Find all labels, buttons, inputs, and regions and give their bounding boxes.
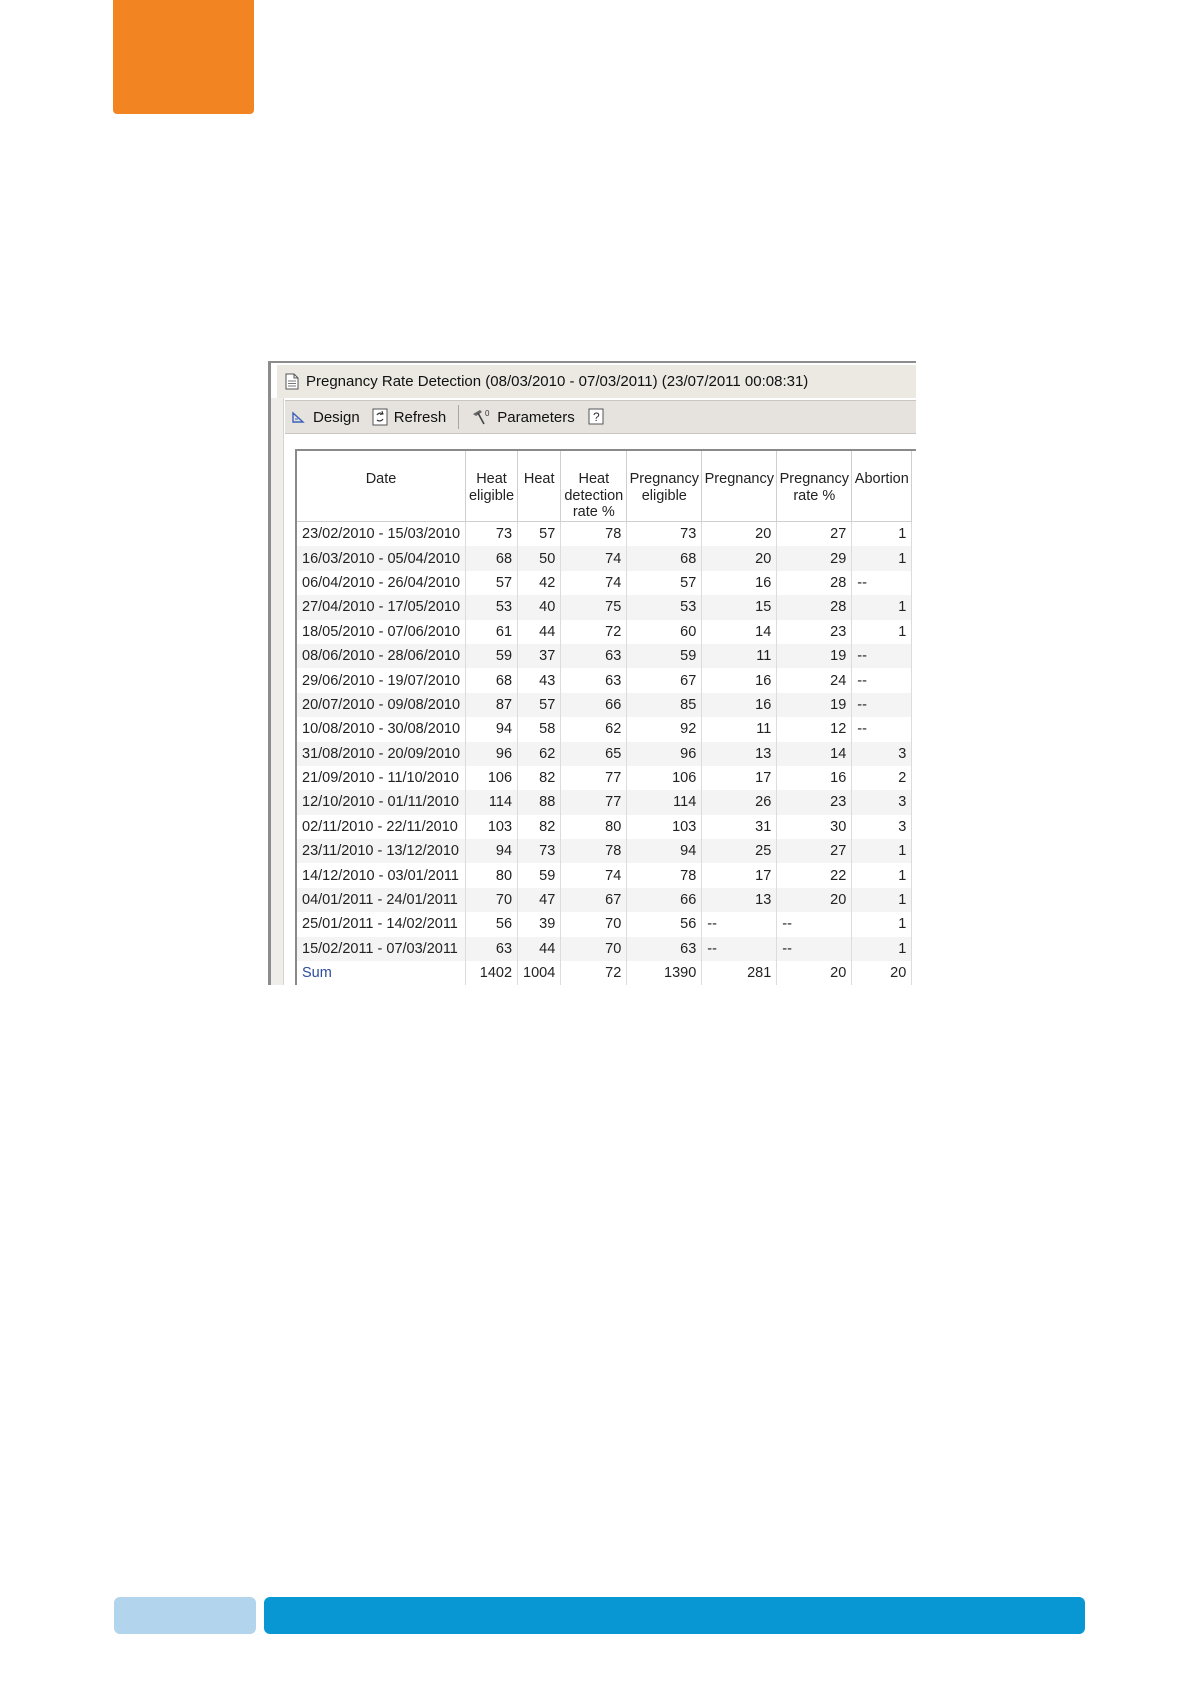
cell-date: 02/11/2010 - 22/11/2010 [297,815,466,839]
cell-heat: 44 [518,937,561,961]
column-header-heat[interactable]: Heat [518,451,561,522]
cell-heat-detection-rate: 77 [561,766,627,790]
cell-date: 21/09/2010 - 11/10/2010 [297,766,466,790]
cell-heat-detection-rate: 75 [561,595,627,619]
table-row[interactable] [297,546,912,570]
cell-date: 25/01/2011 - 14/02/2011 [297,912,466,936]
cell-heat-eligible: 63 [466,937,518,961]
table-row[interactable] [297,693,912,717]
cell-abortion: 3 [852,815,912,839]
cell-date: 16/03/2010 - 05/04/2010 [297,546,466,570]
table-row[interactable] [297,937,912,961]
cell-heat-detection-rate: 80 [561,815,627,839]
cell-date: 29/06/2010 - 19/07/2010 [297,668,466,692]
cell-pregnancy: 25 [702,839,777,863]
cell-heat-eligible: 94 [466,717,518,741]
cell-abortion: 20 [852,961,912,985]
cell-pregnancy-rate: -- [777,937,852,961]
cell-heat: 50 [518,546,561,570]
cell-date: 10/08/2010 - 30/08/2010 [297,717,466,741]
cell-heat: 73 [518,839,561,863]
cell-heat-eligible: 61 [466,620,518,644]
cell-pregnancy: -- [702,912,777,936]
cell-abortion: 1 [852,912,912,936]
table-row[interactable] [297,766,912,790]
window-side-strip [271,398,284,985]
cell-heat-eligible: 68 [466,546,518,570]
cell-heat-eligible: 80 [466,863,518,887]
cell-heat-eligible: 96 [466,742,518,766]
cell-heat-detection-rate: 74 [561,863,627,887]
cell-date: 18/05/2010 - 07/06/2010 [297,620,466,644]
cell-pregnancy-eligible: 66 [627,888,702,912]
toolbar-separator [458,405,459,429]
help-icon [587,408,605,426]
cell-heat-eligible: 73 [466,522,518,547]
cell-pregnancy: 16 [702,571,777,595]
cell-heat: 57 [518,693,561,717]
cell-pregnancy: 11 [702,644,777,668]
cell-heat-eligible: 53 [466,595,518,619]
cell-abortion: 1 [852,839,912,863]
svg-text:?: ? [592,410,600,424]
cell-pregnancy: 14 [702,620,777,644]
cell-pregnancy-eligible: 114 [627,790,702,814]
cell-pregnancy-rate: 27 [777,839,852,863]
help-button[interactable] [581,404,617,430]
cell-pregnancy-rate: 20 [777,888,852,912]
refresh-icon [372,408,388,426]
cell-heat-detection-rate: 78 [561,839,627,863]
cell-pregnancy-rate: 28 [777,571,852,595]
cell-date: 31/08/2010 - 20/09/2010 [297,742,466,766]
cell-pregnancy-rate: 30 [777,815,852,839]
design-button[interactable] [285,404,366,430]
cell-abortion: 1 [852,888,912,912]
cell-date: 23/02/2010 - 15/03/2010 [297,522,466,547]
cell-date: 06/04/2010 - 26/04/2010 [297,571,466,595]
refresh-label: Refresh [393,408,447,426]
cell-pregnancy: 16 [702,668,777,692]
cell-pregnancy-eligible: 78 [627,863,702,887]
table-body [297,522,912,986]
cell-pregnancy-rate: 28 [777,595,852,619]
table-row[interactable] [297,742,912,766]
cell-pregnancy: 11 [702,717,777,741]
cell-pregnancy: 13 [702,742,777,766]
cell-heat-detection-rate: 77 [561,790,627,814]
table-row[interactable] [297,790,912,814]
cell-abortion: 1 [852,620,912,644]
cell-heat: 62 [518,742,561,766]
table-row[interactable] [297,863,912,887]
cell-abortion: -- [852,717,912,741]
table-row[interactable] [297,839,912,863]
cell-heat-eligible: 87 [466,693,518,717]
table-sum-row[interactable] [297,961,912,985]
cell-date: 04/01/2011 - 24/01/2011 [297,888,466,912]
report-window [268,361,916,985]
table-row[interactable] [297,912,912,936]
design-label: Design [313,408,360,426]
cell-abortion: -- [852,668,912,692]
cell-heat: 47 [518,888,561,912]
parameters-label: Parameters [497,408,575,426]
cell-date: 12/10/2010 - 01/11/2010 [297,790,466,814]
table-row[interactable] [297,815,912,839]
cell-heat-eligible: 106 [466,766,518,790]
cell-heat-eligible: 68 [466,668,518,692]
cell-heat-detection-rate: 72 [561,620,627,644]
table-row[interactable] [297,522,912,547]
cell-pregnancy-eligible: 92 [627,717,702,741]
refresh-button[interactable] [366,404,453,430]
cell-abortion: 2 [852,766,912,790]
table-header-row [297,451,912,522]
cell-heat-detection-rate: 74 [561,546,627,570]
header-orange-tab [113,0,254,114]
cell-pregnancy: 281 [702,961,777,985]
cell-heat: 42 [518,571,561,595]
cell-pregnancy-rate: 14 [777,742,852,766]
cell-pregnancy: 20 [702,546,777,570]
cell-pregnancy-rate: 19 [777,693,852,717]
cell-pregnancy-rate: 27 [777,522,852,547]
cell-heat: 44 [518,620,561,644]
cell-heat-detection-rate: 70 [561,937,627,961]
cell-pregnancy-eligible: 53 [627,595,702,619]
cell-pregnancy-eligible: 1390 [627,961,702,985]
cell-pregnancy-rate: 19 [777,644,852,668]
cell-pregnancy-rate: 12 [777,717,852,741]
table-row[interactable] [297,595,912,619]
footer-bar-left [114,1597,256,1634]
column-header-heat-detection-rate[interactable]: Heat detection rate % [561,451,627,522]
cell-pregnancy-rate: -- [777,912,852,936]
cell-heat: 59 [518,863,561,887]
cell-abortion: 1 [852,595,912,619]
cell-heat-detection-rate: 63 [561,668,627,692]
cell-heat-detection-rate: 63 [561,644,627,668]
cell-abortion: -- [852,644,912,668]
cell-date: 23/11/2010 - 13/12/2010 [297,839,466,863]
cell-abortion: 1 [852,937,912,961]
table-row[interactable] [297,668,912,692]
cell-pregnancy-eligible: 106 [627,766,702,790]
cell-date: 08/06/2010 - 28/06/2010 [297,644,466,668]
cell-heat-detection-rate: 66 [561,693,627,717]
cell-date: 15/02/2011 - 07/03/2011 [297,937,466,961]
report-table [297,451,912,985]
table-row[interactable] [297,571,912,595]
cell-pregnancy: 20 [702,522,777,547]
cell-abortion: 1 [852,863,912,887]
design-icon [291,410,307,424]
cell-abortion: 1 [852,522,912,547]
cell-heat: 88 [518,790,561,814]
cell-heat-eligible: 56 [466,912,518,936]
cell-heat: 82 [518,815,561,839]
cell-pregnancy-eligible: 94 [627,839,702,863]
cell-abortion: -- [852,571,912,595]
cell-pregnancy: 31 [702,815,777,839]
cell-pregnancy-rate: 23 [777,620,852,644]
cell-pregnancy-eligible: 59 [627,644,702,668]
cell-pregnancy-rate: 22 [777,863,852,887]
svg-text:0: 0 [485,409,490,418]
cell-pregnancy-rate: 20 [777,961,852,985]
cell-pregnancy: 17 [702,863,777,887]
cell-pregnancy-rate: 24 [777,668,852,692]
report-grid [295,449,916,985]
cell-heat-detection-rate: 65 [561,742,627,766]
cell-pregnancy-eligible: 56 [627,912,702,936]
cell-heat: 43 [518,668,561,692]
cell-pregnancy-eligible: 60 [627,620,702,644]
cell-heat-detection-rate: 67 [561,888,627,912]
cell-pregnancy: 16 [702,693,777,717]
document-icon [285,373,299,390]
cell-heat-detection-rate: 78 [561,522,627,547]
cell-heat: 1004 [518,961,561,985]
cell-pregnancy-rate: 16 [777,766,852,790]
cell-heat: 37 [518,644,561,668]
window-titlebar [277,365,916,398]
report-toolbar [285,400,916,434]
cell-pregnancy-eligible: 68 [627,546,702,570]
cell-heat-eligible: 103 [466,815,518,839]
cell-heat: 58 [518,717,561,741]
cell-pregnancy-eligible: 96 [627,742,702,766]
cell-pregnancy-rate: 29 [777,546,852,570]
cell-heat-eligible: 1402 [466,961,518,985]
cell-date: 20/07/2010 - 09/08/2010 [297,693,466,717]
cell-pregnancy-eligible: 63 [627,937,702,961]
cell-heat-eligible: 59 [466,644,518,668]
column-header-heat-eligible[interactable]: Heat eligible [466,451,518,522]
column-header-abortion[interactable]: Abortion [852,451,912,522]
cell-heat: 82 [518,766,561,790]
footer-bar-right [264,1597,1085,1634]
parameters-icon [471,408,491,426]
column-header-pregnancy-rate[interactable]: Pregnancy rate % [777,451,852,522]
cell-pregnancy-eligible: 67 [627,668,702,692]
cell-heat-eligible: 94 [466,839,518,863]
cell-heat: 40 [518,595,561,619]
cell-heat-eligible: 57 [466,571,518,595]
cell-pregnancy: 26 [702,790,777,814]
cell-heat-detection-rate: 72 [561,961,627,985]
cell-pregnancy: 15 [702,595,777,619]
cell-pregnancy-eligible: 57 [627,571,702,595]
cell-abortion: 3 [852,790,912,814]
cell-heat: 57 [518,522,561,547]
cell-pregnancy-eligible: 73 [627,522,702,547]
cell-date: Sum [297,961,466,985]
cell-pregnancy: -- [702,937,777,961]
cell-heat-eligible: 70 [466,888,518,912]
cell-heat: 39 [518,912,561,936]
cell-pregnancy: 13 [702,888,777,912]
table-row[interactable] [297,717,912,741]
window-title: Pregnancy Rate Detection (08/03/2010 - 07/03/2011) (23/07/2011 00:08:31) [306,373,809,390]
table-row[interactable] [297,644,912,668]
cell-heat-detection-rate: 74 [561,571,627,595]
cell-pregnancy-rate: 23 [777,790,852,814]
cell-date: 27/04/2010 - 17/05/2010 [297,595,466,619]
cell-pregnancy-eligible: 103 [627,815,702,839]
cell-date: 14/12/2010 - 03/01/2011 [297,863,466,887]
column-header-pregnancy[interactable]: Pregnancy [702,451,777,522]
cell-heat-detection-rate: 70 [561,912,627,936]
cell-abortion: -- [852,693,912,717]
cell-abortion: 1 [852,546,912,570]
parameters-button[interactable] [465,404,581,430]
cell-abortion: 3 [852,742,912,766]
table-row[interactable] [297,888,912,912]
table-row[interactable] [297,620,912,644]
column-header-pregnancy-eligible[interactable]: Pregnancy eligible [627,451,702,522]
cell-pregnancy-eligible: 85 [627,693,702,717]
cell-pregnancy: 17 [702,766,777,790]
cell-heat-eligible: 114 [466,790,518,814]
column-header-date[interactable]: Date [297,451,466,522]
cell-heat-detection-rate: 62 [561,717,627,741]
